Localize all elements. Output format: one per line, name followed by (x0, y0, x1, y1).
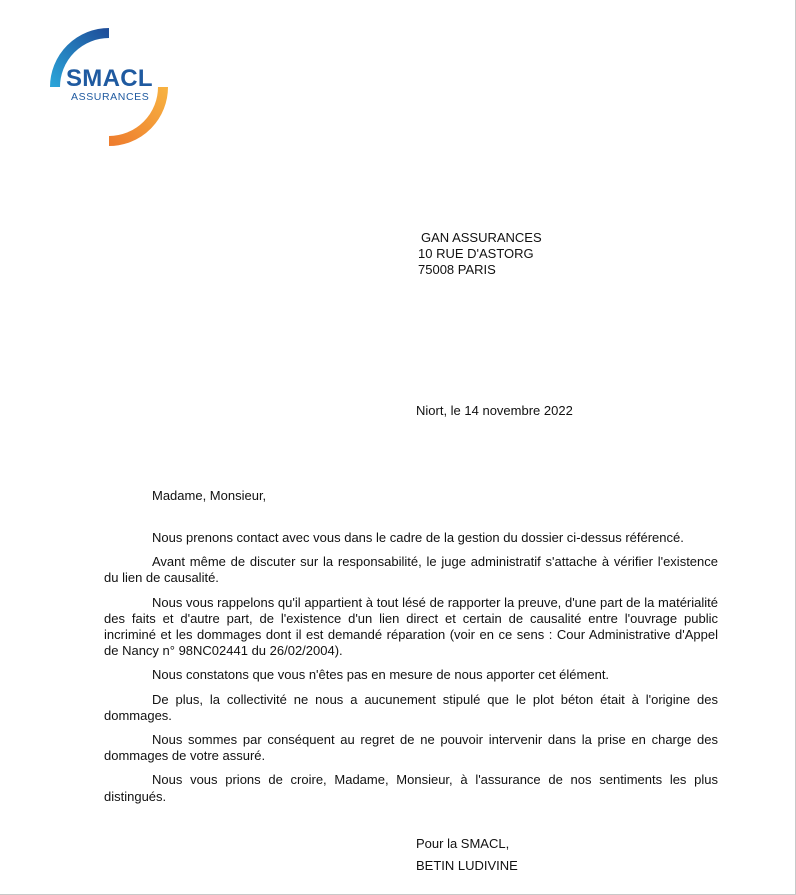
logo-wordmark: SMACL (66, 65, 153, 92)
recipient-address (418, 230, 542, 278)
smacl-logo (46, 24, 172, 150)
letter-body (104, 530, 718, 813)
signature-org: Pour la SMACL, (416, 836, 510, 851)
paragraph-7: Nous vous prions de croire, Madame, Monsieur, à l'assurance de nos sentiments les plus distingués. (104, 772, 718, 804)
recipient-city: 75008 PARIS (418, 262, 496, 277)
paragraph-4: Nous constatons que vous n'êtes pas en mesure de nous apporter cet élément. (152, 667, 610, 683)
paragraph-5: De plus, la collectivité ne nous a aucunement stipulé que le plot béton était à l'origine des dommages. (104, 691, 718, 723)
signature-name: BETIN LUDIVINE (416, 858, 518, 873)
salutation: Madame, Monsieur, (152, 488, 267, 503)
paragraph-1: Nous prenons contact avec vous dans le cadre de la gestion du dossier ci-dessus référencé. (152, 530, 684, 545)
paragraph-6: Nous sommes par conséquent au regret de ne pouvoir intervenir dans la prise en charge des dommages de votre assuré. (104, 732, 718, 764)
signature-block (416, 833, 518, 877)
letter-date: Niort, le 14 novembre 2022 (416, 403, 573, 418)
recipient-street: 10 RUE D'ASTORG (418, 246, 534, 261)
paragraph-2: Avant même de discuter sur la responsabilité, le juge administratif s'attache à vérifier l'existence du lien de causalité. (104, 554, 718, 586)
recipient-company: GAN ASSURANCES (421, 230, 542, 245)
paragraph-3: Nous vous rappelons qu'il appartient à tout lésé de rapporter la preuve, d'une part de la matérialité des faits et d'autre part, de l'existence d'un lien direct et certain de causalité entre l'ouvrage public incriminé et les dommages dont il est demandé réparation (voir en ce sens : Cour Administrative d'Appel de Nancy n° 98NC02441 du 26/02/2004). (104, 594, 718, 659)
logo-subtitle: ASSURANCES (71, 91, 150, 103)
